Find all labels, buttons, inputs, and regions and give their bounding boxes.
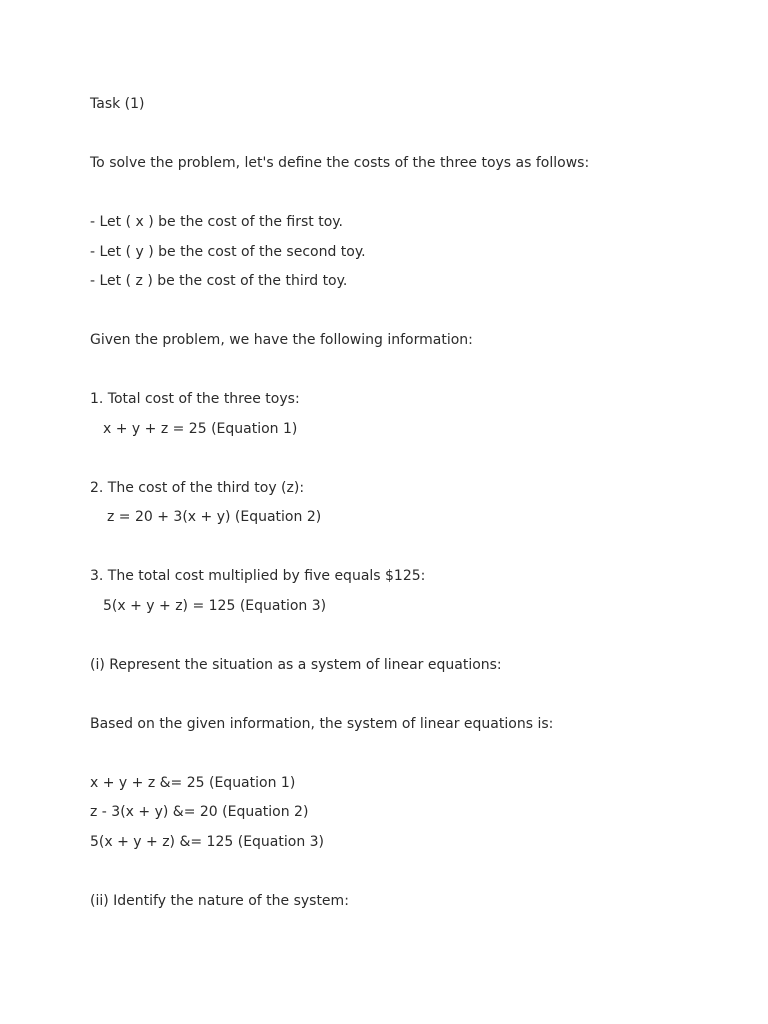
info-2-heading: 2. The cost of the third toy (z): [90,479,305,496]
spacer [90,297,730,327]
info-1-equation: x + y + z = 25 (Equation 1) [103,420,298,437]
info-2-equation: z = 20 + 3(x + y) (Equation 2) [107,509,322,525]
system-intro: Based on the given information, the system of linear equations is: [90,715,554,732]
document-page [90,90,730,916]
info-3-equation: 5(x + y + z) = 125 (Equation 3) [103,597,327,614]
spacer [90,533,730,563]
system-equation-1: x + y + z &= 25 (Equation 1) [90,774,296,791]
part-i-heading: (i) Represent the situation as a system of linear equations: [90,656,502,673]
spacer [90,444,730,474]
info-3-heading: 3. The total cost multiplied by five equals $125: [90,568,426,584]
system-equation-2: z - 3(x + y) &= 20 (Equation 2) [90,804,309,820]
info-1-heading: 1. Total cost of the three toys: [90,391,300,407]
spacer [90,356,730,386]
spacer [90,621,730,651]
intro-paragraph: To solve the problem, let's define the costs of the three toys as follows: [90,155,590,171]
system-equation-3: 5(x + y + z) &= 125 (Equation 3) [90,833,325,850]
document-title: Task (1) [90,96,145,112]
spacer [90,739,730,769]
spacer [90,857,730,887]
definition-y: - Let ( y ) be the cost of the second toy. [90,243,366,260]
definition-z: - Let ( z ) be the cost of the third toy. [90,273,348,289]
definition-x: - Let ( x ) be the cost of the first toy. [90,214,344,230]
spacer [90,179,730,209]
spacer [90,120,730,150]
part-ii-heading: (ii) Identify the nature of the system: [90,892,349,909]
spacer [90,680,730,710]
given-intro: Given the problem, we have the following information: [90,332,473,348]
